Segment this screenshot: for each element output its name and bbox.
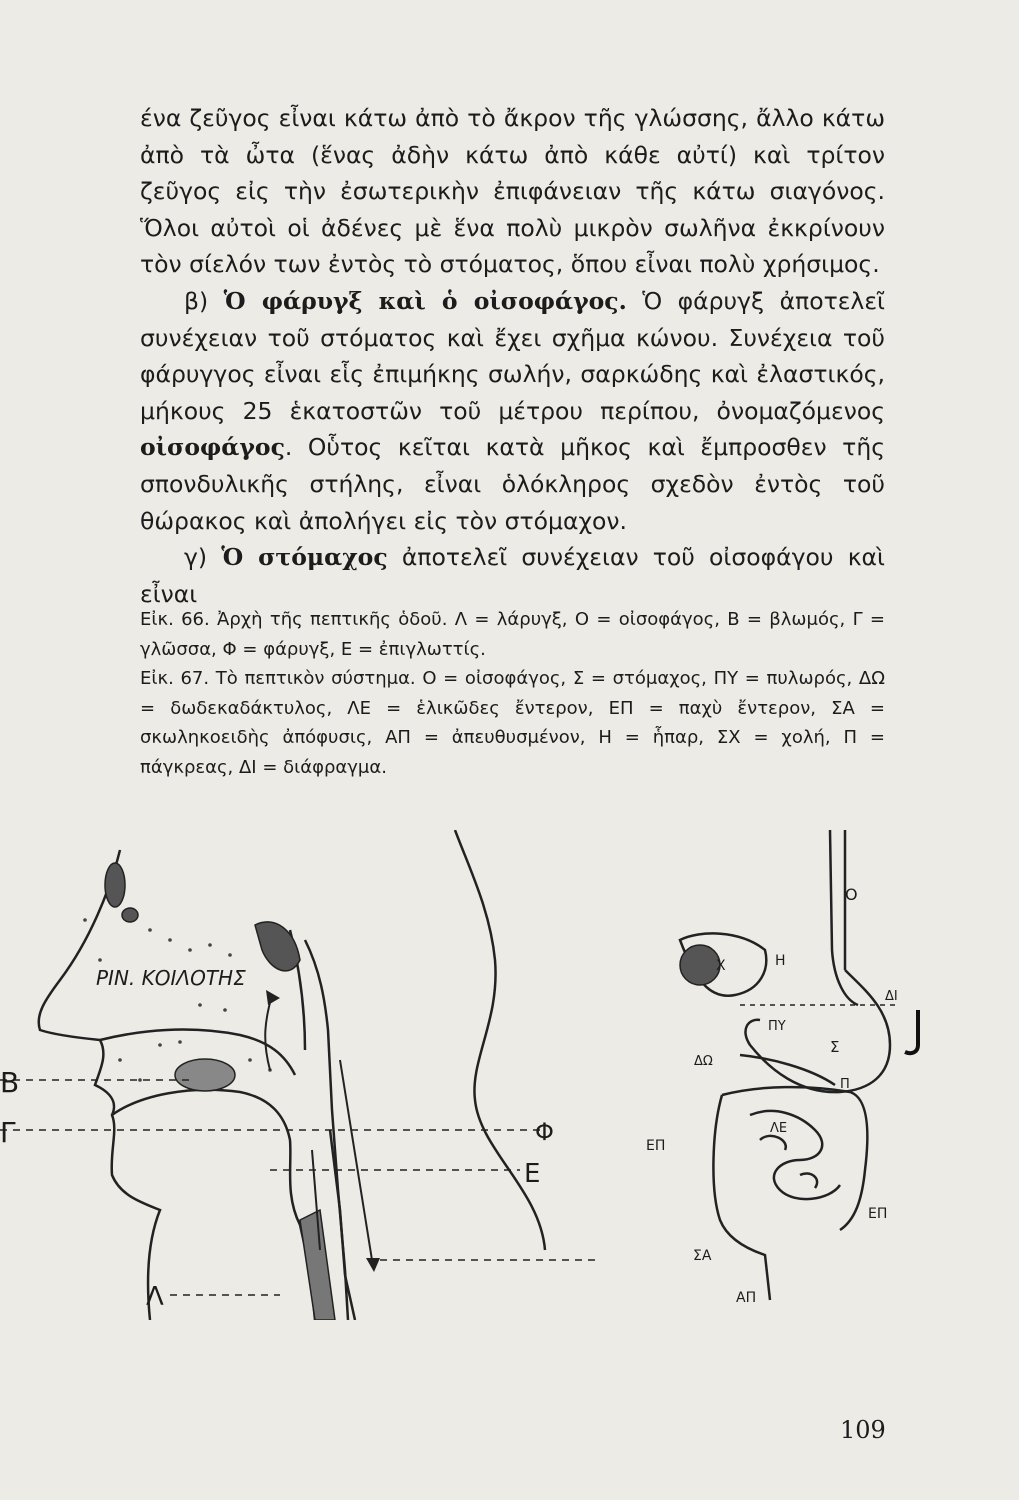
esophagus-wall: [330, 1130, 355, 1320]
section-heading-pharynx: Ὁ φάρυγξ καὶ ὁ οἰσοφάγος.: [223, 286, 627, 315]
food-arrow: [340, 1060, 372, 1260]
large-intestine-top-right: [722, 1087, 867, 1230]
term-esophagus: οἰσοφάγος: [140, 433, 285, 462]
tongue-outline: [112, 1090, 300, 1225]
label-large-intestine-right: ΕΠ: [868, 1206, 888, 1222]
face-outline: [39, 850, 160, 1320]
label-large-intestine-left: ΕΠ: [646, 1138, 666, 1154]
label-pharynx: Φ: [535, 1118, 554, 1146]
label-nasal-cavity: ΡΙΝ. ΚΟΙΛΟΤΗΣ: [96, 966, 246, 990]
caption-fig-66: Εἰκ. 66. Ἀρχὴ τῆς πεπτικῆς ὁδοῦ. Λ = λάρυγξ, Ο = οἰσοφάγος, Β = βλωμός, Γ = γλῶσσα, Φ = φάρυγξ, Ε = ἐπιγλωττίς.: [140, 609, 885, 660]
large-intestine-left: [713, 1095, 770, 1300]
label-bile: Χ: [716, 958, 726, 974]
page-number: 109: [840, 1416, 886, 1444]
list-marker-gamma: γ): [184, 543, 222, 572]
adenoid-tissue: [255, 922, 300, 971]
figure-captions: [140, 605, 885, 782]
sinus-small: [122, 908, 138, 922]
liver-shaded: [680, 945, 720, 985]
list-marker-beta: β): [184, 286, 224, 315]
label-diaphragm: ΔΙ: [885, 989, 898, 1004]
paragraph-stomach: [140, 539, 885, 612]
label-rectum: ΑΠ: [736, 1290, 757, 1306]
body-text: [140, 100, 885, 612]
label-pylorus: ΠΥ: [768, 1019, 786, 1034]
label-stomach: Σ: [830, 1038, 840, 1056]
figure-67-digestive-system: [600, 830, 925, 1320]
label-appendix: ΣΑ: [693, 1248, 712, 1264]
paragraph-pharynx-esophagus: [140, 283, 885, 539]
label-duodenum: ΔΩ: [694, 1054, 713, 1069]
section-heading-stomach: Ὁ στόμαχος: [221, 543, 388, 572]
figure-66-head-section: [0, 830, 600, 1320]
diaphragm-bracket: [905, 1010, 918, 1053]
label-epiglottis: Ε: [524, 1159, 541, 1189]
label-esophagus: Ο: [845, 885, 858, 904]
paragraph-text: Ὁ φάρυγξ ἀποτελεῖ συνέχειαν τοῦ στόματος καὶ ἔχει σχῆμα κώνου. Συνέχεια τοῦ φάρυγγος εἶναι εἷς ἐπιμήκης σωλήν, σαρκώδης καὶ ἐλαστικός, μήκους 25 ἑκατοστῶν τοῦ μέτρου περίπου, ὀνομαζόμενος: [140, 286, 885, 425]
bolus-shape: [175, 1059, 235, 1091]
paragraph-salivary-glands: ένα ζεῦγος εἶναι κάτω ἀπὸ τὸ ἄκρον τῆς γλώσσης, ἄλλο κάτω ἀπὸ τὰ ὦτα (ἕνας ἀδὴν κάτω ἀπὸ κάθε αὐτί) καὶ τρίτον ζεῦγος εἰς τὴν ἐσωτερικὴν ἐπιφάνειαν τῆς κάτω σιαγόνος. Ὅλοι αὐτοὶ οἱ ἀδένες μὲ ἕνα πολὺ μικρὸν σωλῆνα ἐκκρίνουν τὸν σίελόν των ἐντὸς τὸ στόματος, ὅπου εἶναι πολὺ χρήσιμος.: [140, 104, 885, 279]
caption-fig-67: Εἰκ. 67. Τὸ πεπτικὸν σύστημα. Ο = οἰσοφάγος, Σ = στόμαχος, ΠΥ = πυλωρός, ΔΩ = δωδεκαδάκτυλος, ΛΕ = ἑλικῶδες ἔντερον, ΕΠ = παχὺ ἔντερον, ΣΑ = σκωληκοειδὴς ἀπόφυσις, ΑΠ = ἀπευθυσμένον, Η = ἧπαρ, ΣΧ = χολή, Π = πάγκρεας, ΔΙ = διάφραγμα.: [140, 668, 885, 778]
paragraph-text: . Οὗτος κεῖται κατὰ μῆκος καὶ ἔμπροσθεν τῆς σπονδυλικῆς στήλης, εἶναι ὁλόκληρος σχεδὸν ἐντὸς τοῦ θώρακος καὶ ἀπολήγει εἰς τὸν στόμαχον.: [140, 433, 885, 535]
small-intestine-coil: [750, 1111, 840, 1199]
label-small-intestine: ΛΕ: [770, 1121, 788, 1136]
label-tongue: Γ: [0, 1116, 16, 1149]
label-bolus: Β: [0, 1066, 20, 1099]
sinus-upper: [105, 863, 125, 907]
label-liver: Η: [775, 953, 786, 969]
paragraph-text: ἀποτελεῖ συνέχειαν τοῦ οἰσοφάγου καὶ εἶναι: [140, 543, 885, 608]
label-larynx: Λ: [146, 1282, 164, 1312]
air-arrow: [265, 995, 272, 1070]
label-pancreas: Π: [840, 1077, 850, 1092]
pancreas-outline: [740, 1055, 835, 1085]
